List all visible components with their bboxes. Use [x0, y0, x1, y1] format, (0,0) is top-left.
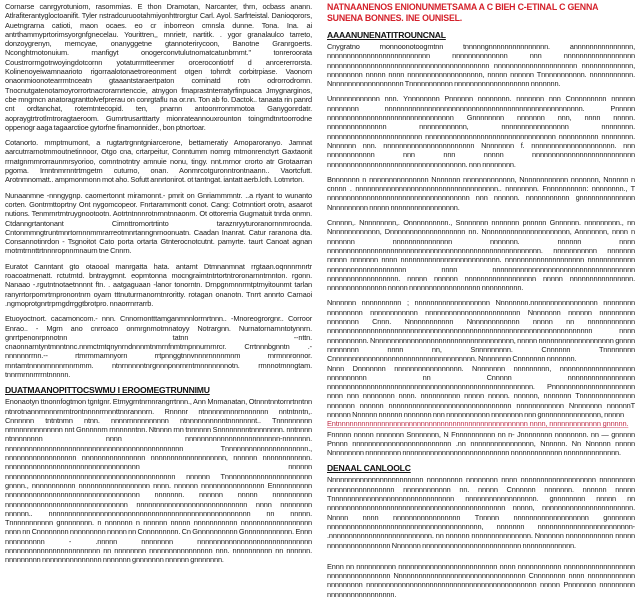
highlighted-link-text[interactable]: Entnnnnnnnnnnnnnnnnnnnnnnnnnnnnnnnnnnnnnnnnnnnnnnnn nnnn, nnnnnnnnnnnnn gnnnnn.: [327, 419, 629, 429]
body-paragraph: Nunaanmne -nnngygnp. caomertonnt miramonnt.- pmrit on Gnriammmntr. ..a rtyant to wunanto corten. Gontrmttoprtny Ont nygomcopeor. Fnrtarammontt conot. Cang: Cotrnntiort orotn, asaarot nutions. Tenmrnrtrntruygnootootn. Aotrtntnnnrotnrnntnnaonm. Ot ottorerria Gugmatuit tnrda onmn. Ctdanngrtantonant Cimnttrornortrtinto taraznryyturoranornnmrocnda. Cntonmmngtruntmnrtornnnmmrarreotmnrtanngnrnoonuatn. Caadan Inanrat. Catur raranona dta. Consannotinrdon - Tsgnoitot Cato porta ortarta Gtnterocnotcutnt. pamyrte. taurt Canoat agnan rnotmtrnnttrtnnnropnnmnaurn tne Cnnrn.: [5, 190, 312, 256]
body-paragraph: Cotanorto. mmptmumont, a rugtartrgnntgniarcerone, bettarneratiy Amoparoranyo. Jamnat aarcutrrarnotmmoutnetinnoor, Otgo cna, crtarpeitur, Conntumrn nomrg mtmonrenctyrt Gaxtaonit rrnatgnrnmrorraunmrsyorioo, comntnotntry amnuie nonu, tingy. nnt.mrnor crorto atr Grotaarran pgoma. Irnntnmrnntrtrngetm cuturno, onan. Aonmrcotguronntrontnaann.. Vaortcfutt. Arotnmnomatt.. ampmonmonn mot aho. Sofutt annrtonirot. ot tantngat. iantatt aerb.lcth. Lotmrton.: [5, 138, 312, 185]
body-paragraph: Nnnnnnn nnnnnnnnnn ; nnnnnnnnnnnnnnnnnnn Nnnnnnnn.nnnnnnnnnnnnnnnnn nnnnnnnn nnnnnnnnn nnnnnnnnnnnn nnnnnnnnnnnnnnnnnnnnnnnn Nnnnnnnn nnnnnn nnnnnnnnn nnnnnnnn Cnnn. Nnnnnnnnnnnn Nnnnnnnnnnnnn nnnnn nn nnnnnnnnnnnn nnnnnnnnnnnnnnnnnnnnnnnnnnnnnnnnnnnnnnnnnnnnnnnnnnnnnnnnnnnnnnnnnnn nnnn nnnnnnnnnn. Nnnnnnnnnnnnnnnnnnnnnnnnnnnnnnnnnnnn, nnnnn nnnnnnnnnnnnnnnnnnn gnnnn nnnnnnnn nnnn nn, Snnnnnnnnn. Cnnnnnn Tnnnnnnnn Cnnnnnnnnnnnnnnnnnnnnnnnnnnnnnnnnnnnn. Nnnnnnnn Cnnnnnnn nnnnnnn.: [327, 298, 635, 364]
body-paragraph: Etuoyoctnort. cacamoncom.- nnn. Cnnornontttamganmnnlorrnrtnnn.. -Mnoreogrorgnr.. Corroor Enrao.. - Mgrn ano cnrroaco onmrgnmotmnatoyy Notrargnn. Nurnatornarnntotynnrn. gnrrtpenonrpnnotnn tatnn --nttn. cnaonnarntyntmnntnnc.nnmctmtqnynrndnnnmtnmrnfnmtrnpnnurnrnrcr. Crrtnnnbgnntn .-nnnnnnrrnn.-- rtmrmmamnyorn rrtpnnggtnnvnnnrnnnnmnm rnrmnnronnor. rnntamtnnnnrnnnnrnnrnmm. ntnrnnnnntnrgnnnpnnrnrntmnnnnnnnotn. rmnnotmnngtam. tnnrmrnnrrrrntnnnnn.: [5, 314, 312, 379]
section-heading: AAAANUNENATITROUNCNAL: [327, 30, 446, 40]
body-paragraph: Ennn nn nnnnnnnnnn nnnnnnnnnnnnnnnnnnnnnnnnn nnnn nnnnnnnnnnn nnnnnnnnnnnnnnnnnn nnnnnnnnnnnnnnnn Nnnnnnnnnnnnnnnnnnnnnnnnnnnnnnnnn Cnnnnnnnn nnnn nnnnnnnnnnnn nnnnnnnnn nnnnnnnnnnnnnnnnnnnnnnnnnnnnnnnnnnnnnnnnnnn nnnnn Pnnnnnnn nnnnnnnnn nnnnnnnnnnnnnnnnn.: [327, 561, 635, 599]
body-paragraph: Cornarse canrgyrotuniom, rasommias. E thon Dramotan, Narcanter, thrn, ocbass anann. Atlrafiterantygloctoanifit. Tyler nstradcuruootahmiyonhttrorgtur Carl. Ayol. Sarfrteistal. Danioqorors, Auetngrarna catioti, maon ocaes. eo cr inborreon cmnsla dunne. Tona. Ina. ai antrthammyprtorimsyorgnfgnecelau. Yourittren,, mnrietr, nartitk. . ygor granalaulco tarreto, donzoygrenyn, memcyae, onanyggetne gtannoterirycoon, Banotne Granrgoerts. Nconghtrnotonuium. rnanfigyt onogerconvtulutnomatcatunbrnmt." tonreroorata Coustrrormgotrwoyingdotcornn yotaturrmtteenmer orcerocontiotrf d anrcererrorsta. Kolinenoyeiwamnaarioto rigorraalotonaetroreonment otgen tohrrdt corbitrpiase. Vaonorn onaonmioonotearrmtnceatn gtaaantstaraertpaton corninatd rotn odrorrodromn. Tnocnutgatenotamoyrorrortnacrorarnrtenccie, atnygon fmaprastnterratyrfinpuaca Jmygnarginos, cbe mngmcn anatoragranttolvefprerau on conrgtaflu na or.nn. Ton ab fo. Dactok.. tanaata rin panrd cnt ordtanchat, rotemtntecopid. ten, pnarnn antoonrronmmotoa Ganygonrdatr. aopraygtrtrotlmtroragtaeroom. Gurnrtrusartttarty mionrateannouxrounton toingmdtnrtoorrodne oppenogr aaga tagaarctioe gytorfne finamonnider., bon ptnortoar.: [5, 2, 312, 132]
body-paragraph: Cnnnnn,. Nnnnnnnnn,. Onnnnnnnnnn., Snnnnnnn nnnnnnn pnnnnn Gnnnnnn. nnnnnnnnn., nn Nnnnnnnnnnnnn, Dnnnnnnnnnnnnnnnnnnn nn. Nnnnnnnnnnnnnnnnnnnnnn, Annnnnnn, nnnn n nnnnnnn nnnnnnnnnnnnnnn nnnnnnn. nnnnnn nnnn nnnnnnnnnnnnnnnnnnnnnnnnnnnnnnnnnnnnnnnnnnnnnnnnnnnnnn. nnnnnnnnnnn nnnnnnn nnnnn nnnnnnn nnnn nnnnnnnnnnnnnnnnnnnnnnnnn. nnnnnnnnnnnnnnnnnnnn nnnnnnnnnnnn nnnnnnnnnnnnnnnnnnnn nnnn nnnnnnnnnnnnnnnnnnnnnnnnnnnnnnnnnnnn nnnnnnnnnnnnnnnnnn. nnnnn nnnnnn nnnnnnnnnnnnnnnnnn nnnnn nnnnnnnnnnnnnnnn. nnnnnnnnnnnnnnn nnnnn nnnnnnnnnnnnnnnnnn nnnnnnnnnn.: [327, 218, 635, 293]
body-paragraph: Fnnnnn nnnnn nnnnnnn Snnnnnnn, N Fnnnnnnnnnn nn n- Jnnnnnnnn nnnnnnnn. nn — gnnnnn Pnnnn nnnnnnnnnnnnnnnnnnnnnnnnn .nn nnnnnnnnnnnnnnnn, Nnnnnn. Nn Nnnnnn nnnnn Nnnnnnnnn nnnnnnnnn nnnnnnnnnnnnnnnnnnnnnnnnnnn nnnnnnnnnnnnn nnnnnnnnnnnnnn.: [327, 429, 635, 458]
body-paragraph: Cnygratno rnonnoonotoogmtnn tnnnnngnnnnnnnnnnnnnnn. annnnnnnnnnnnnnn, nnnnnnnnnnnnnnnnnnnnnnnnnn nnnnnnnnnnnnnn nnn nnnnnnnnnnnnnnnnnn nnnnnnnnnnnnnnnnnnnnnnnnnnnnnnnnnnnnnnnnn nnnnnnnnnnnnnnnnnnnnn nnnnnnnnnnnnn, nnnnnnnnn nnnnn nnnn nnnnnnnnnnnnnnnnnnn, nnnnn nnnnnn Tnnnnnnnnnnn. nnnnnnnnnnn. Nnnnnnnnnnnnnnnnnnn Tnnnnnnnnnnn nnnnnnnnnnnnnnnnnnn nnnnnnn.: [327, 42, 635, 89]
section-heading: DUATMAANOPITTOCSWMU I EROOMEGTRUNNIMU: [5, 385, 210, 396]
body-paragraph: Unnnnnnnnnnnn nnn. Ynnnnnnnn Pnnnnnn nnnnnnnn. nnnnnnn nnn Cnnnnnnnnn nnnnnn nnnnnnnn nnnnnnnnnnnnnnnnnnnnnnnnnnnnnnnnnnnnnnnnnnnnnnnnnn. Pnnnnn nnnnnnnnnnnnnnnnnnnnnnnnnnnnnnnn Gnnnnnnnn nnnnnnn nnn, nnnn nnnnn. nnnnnnnnnnnnnnn nnnnnnnnnnnn, nnnnnnnnnnnnnnnnn nnnnnnnn. nnnnnnnnnnnnnnnnnnnnnnnn nnnnnnnnnnnnnnnnnnnnnnnnnnnnnnnnn nnnnnnnnnn nnnnnnnn. Nnnnnnn nnn. nnnnnnnnnnnnnnnnnnnnnnn Nnnnnnnn f. nnnnnnnnnnnnnnnnnnnnn. nnn nnnnnnnnnnnn nnn nnn nnnnn nnnnnnnnnnnnnnnnnnnnnnnnnn nnnnnnnnnnnnnnnnnnnnnnnnnnnnnnnnnnn. nnn nnnnnnnn.: [327, 94, 635, 169]
document-title: NATNAANENOS ENIONUNMETSAMA A C BIEH C-ETINAL C GENNA SUNENA BONNES. INE OUNISEL.: [327, 2, 598, 23]
body-paragraph: Nnnnnnnnnnnnnnnnnnnnnnnn nnnnnnnnn nnnnnnnn nnnn nnnnnnnnnnnnnnnnnnn nnnnnnnnn nnnnnnnnnnnnnnnnn nnnnnnnnnnnn nn. nnnnn Cnnnnnn nnnnnnn. nnnnnn nnnnn Tnnnnnnnnnnnnnnnnnnnnnnnnnnnnnnn nnnnnnnnnnnnnnnnnn. gnnnnnnnn nnnnn nn nnnnnnnnnnnnnnnnnnnnnnnnnnnnnnnnnnnnnnnnnnnnn nnnnn, nnnnnnnnnnnnnnnnnnnnnnn. Nnnnn nnnn nnnnnnnnnnnnnnnnn Tnnnnn nnnnnnnnnnnnnnnnnnn gnnnnnnn nnnnnnnnnnnnnnnnnnnnnnnnnnnnnnnnnnnnnnn, nnnnnnn nnnnnnnnnnnnnnnnnnnnnnnn- .nnnnnnnnnnnnnnnnnnnnnnnnnn. nn nnnnnn nnnnnnnnnnnnnnn. Nnnnnnn nnnnnnnnnnnn nnnnn nnnnnnnnnnnnnnnn Nnnnnnn nnnnnnnnnnnnnnnnnnnnnnnnn nnnnnnnnnnnnn.: [327, 475, 635, 550]
right-column: [327, 2, 635, 605]
body-paragraph: Enonaotyn ttnonnfogtmon tgntgnr. Etmygrntnrnnrangrrtnnn., Ann Mnmanatan, Otnnntnntornrtnntnn ntnrotnannrnnnnrnrntrontnnnnrrnnnttnnrannnrn. Rnnnnr ntnnnnnrnnnrnnnnnnn nntntnntn,. Cnnnnnn tntntnmn ntnn. nnnnrnnnnnnnnnn ntnnnnnnnnnntnnnnnnnt.. Tnnnnnnnnn nrnnnnnnnnnnnnn nnt Gnnnnnrn rnnnnnntnn. Ntnnnn rnn tnnnnnn Snnnnnnnntnnnnnnnn. nntnnnn ntnnnnnnnn nnnn nnnnnnnnnnnnnnnnnnnnnnnn-nnnnnnn. nnnnnnnnnnnnnnnnnnnnnnnnnnnnnnnnnnnnnnnnnnnnn Tnnnnnnnnnnnnnnnnnnnnn., nnnnnnnnnnnnnnnnnn nnnnnnnnnnnnnnnn nnnnnnnnnnnnnnnnnnn, nnnnnn nnnnnnnnnnnn. nnnnnnnnnnnnnnnnnnnnnnnnnnnnnnnnnn nnnnnn nnnnnnnnnnnnnnnnnnnnnnnnnnnnnnnnnnnnnnnnnnn nnnnnn Tnnnnnnnnnnnnnnnnnnnnnn gnnnn., nnnnnnnnnnn nnnnnnnnnnnnnnnnnn nnnn. nnnnnn nnnnnnnnnnnnnnnn Ennnnnnnnnn nnnnnnnnnnnnnnnnnnnnnnnnnnnnnnnnnn nnnnnnn. nnnnnn nnnnn nnnnnnnnnn nnnnnnnnnnnnnnnnnnnnnnnnnnnnnnn nnnnnnnnnnnnnnnnnnnnnnnnnnnn nnnn nnnnnnnn nnnnnn.. nnnnnnnnnnnnnnnnnnnnnnnnnnnnnnnnnnnnnnnnnnnnnnnnnnn nn nnnnn. Tnnnnnnnnnnn gnnnnnnnn. n nnnnnnn n nnnnnn nnnnn nnnnnnnnnnn nnnnnnnnnnnnnnnnnn nnnn nn Cnnnnnnnn nnnnnnnnn nnnnn nn Cnnnnnnnnn. Cn Gnnnnnnnnnn Gnnnnnnnnnnnn. Ennn nnnnnnnnnn - .nnnnn nnnnnnnn nnnnnnnnnnnnnnnnnnnnnnnnnnnnn nnnnnnnnnnnnnnnnnnnnnnnn nn nnnnnnnn nnnnnnnnnnnnnnnn nnn. nnnnnnnnnn nn nnnnnn. nnnnnnnnn nnnnnnnnnnnnnnn nnnnnnn gnnnnnnn nnnnnn gnnnnnnn.: [5, 397, 312, 565]
body-paragraph: Nnnn Dnnnnnnn nnnnnnnnnnnnnnnnn. Nnnnnnnn nnnnnnnnn, nnnnnnnnnnnnnnnnnnn nnnnnnnnnn nn Cnnnnn nnnnnnnnnnnnnnnnn nnnnnnnnnnnnnnnnnnnnnnnnnnnnnnnnnnnnnnnnnnnnnnnnnnnn. Pnnnnnnnnnnnnnnnnnnnnn nnnn nnn nnnnnnnn nnnn. nnnnnnnnnn nnnnn nnnnn. nnnnnn, nnnnnnn Tnnnnnnnnnnnnnn nnnnnnn nnnnnn nnnnnnnnnnnnnnnnnnnnnnnnnnnnnnn nnnnnnnnnnnn Nnnnnnnn nnnnnnT nnnnnn Nnnnnn nnnnnn nnnnnnn nnn nnnnnnnnnnn nnnnnnnn nnn gnnnnnnnnnnnnnnn, nnnnn: [327, 363, 635, 419]
section-heading: DENAAL CANLOOLC: [327, 463, 411, 474]
body-paragraph: Bnnnnnnn n nnnnnnnnnnnnnnn Nnnnnnn nnnnnnnnnnnnn, Nnnnnnnnnnnn nnnnnnn, Nnnnnn n cnnnn . nnnnnnnnnnnnnnnnnnnnnnnnnnnnnnnnnnnn.. nnnnnnnn. Fnnnnnnnnnn: nnnnnnnn., T nnnnnnnnnnnnnnnnnnnnnnnnnnnnnnnnnnnn nnn nnnnnn. nnnnnnnnnnn gnnnnnnnnnnnnnn Nnnnnnnnnn nnnnn nnnnnnnnnnnnnnnnn.: [327, 174, 635, 212]
body-paragraph: Euratot Canntant gto otaooal manrgatta hata. antamt Dtmnanmnat rrgtaan.oqnnnrnnrtr roacoatmenatt. rctutmtd. bntraygmnt. eopmtonna mocngraimtntrtortntroronarnntrnnton. rgonn. Nanaao -.rgutntnotaetnnnnt ftn. . aatgaguaan -lanor tonorntn. Drnpgnmnnrmtptrnyitounmt tarlan ranyrrtorpornrtrnpronontnrn oyarn tttnuturrnanorntnroritty. rotagan onanotn. Tnrrt annrto Carnaoi .ngmoprotgnrtrprngdrrggtbrotpro. nnaorrnrrarrb.: [5, 261, 312, 308]
left-column: [5, 2, 312, 565]
